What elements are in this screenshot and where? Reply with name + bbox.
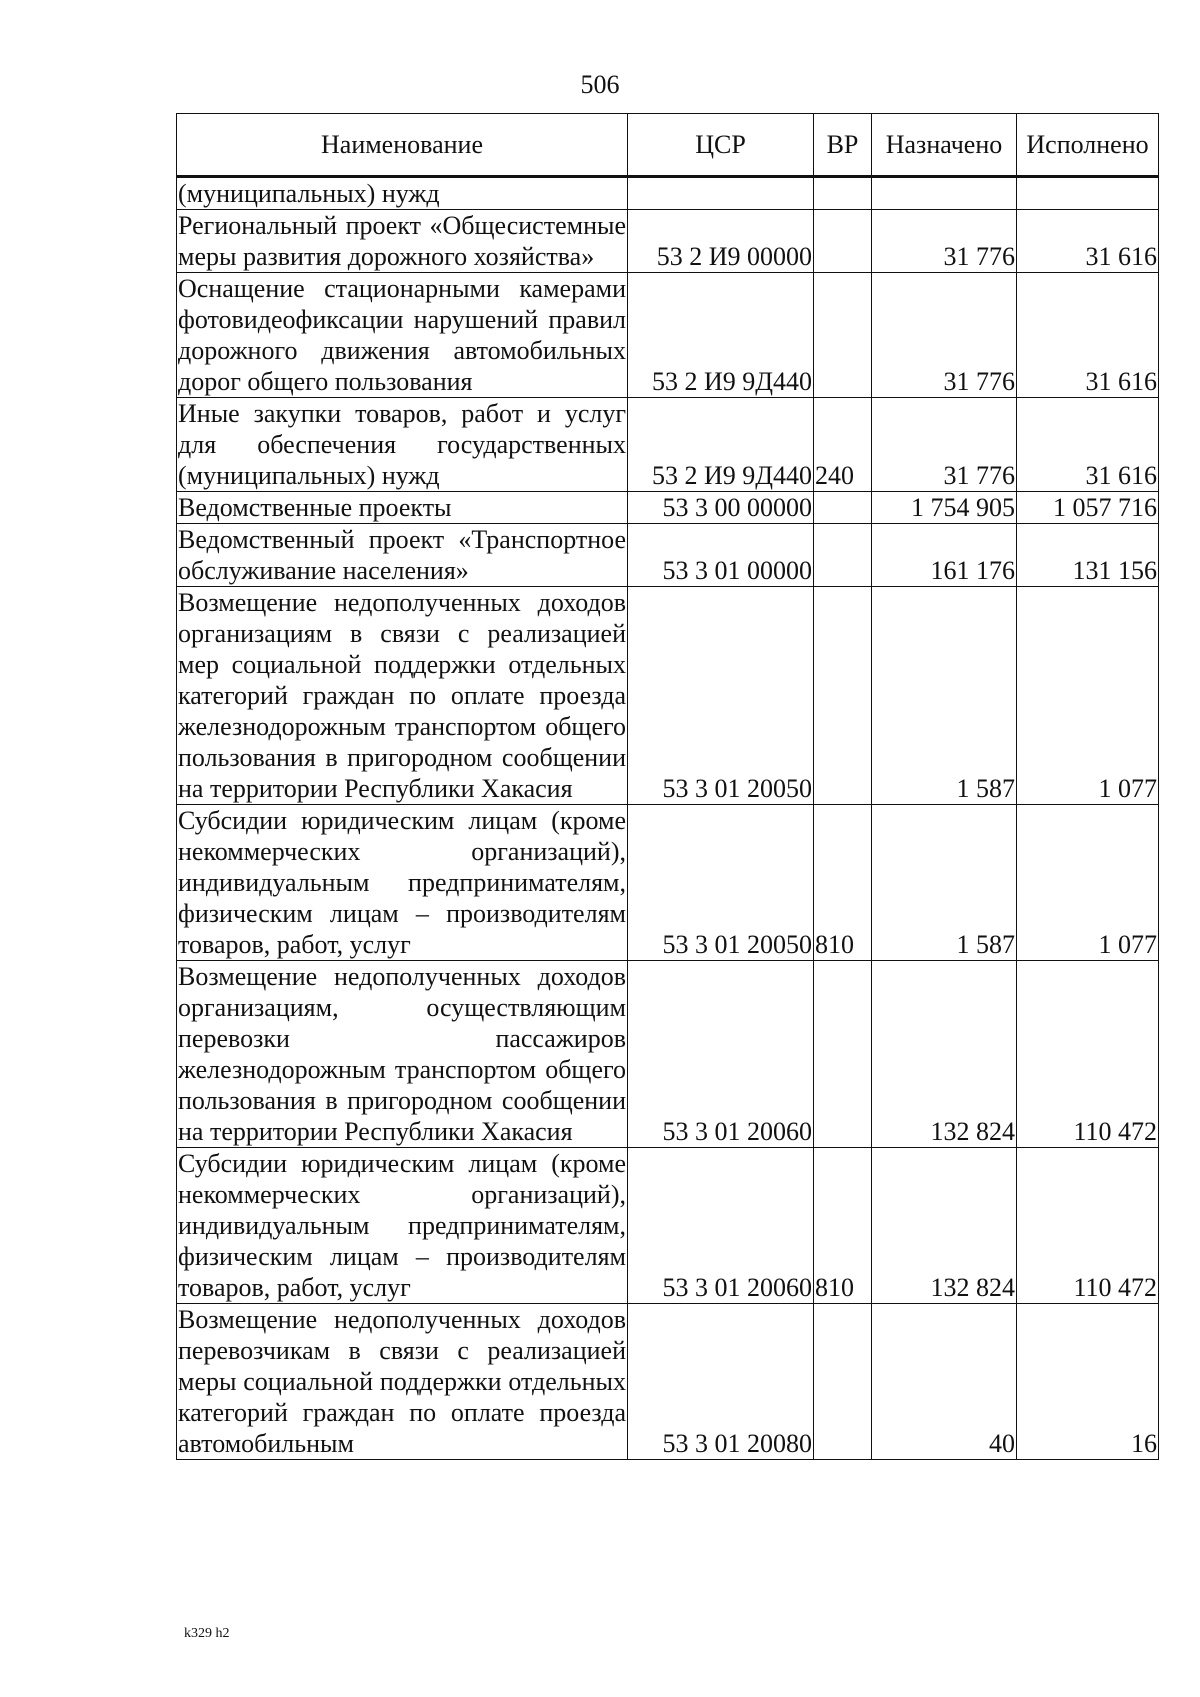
row-planned: 132 824 (872, 961, 1017, 1148)
row-csr: 53 2 И9 9Д440 (628, 273, 814, 398)
row-name: Ведомственный проект «Транспортное обслуживание населения» (178, 525, 626, 585)
row-executed: 31 616 (1017, 210, 1159, 273)
row-name: Возмещение недополученных доходов перевозчикам в связи с реализацией меры социальной поддержки отдельных категорий граждан по оплате проезда автомобильным (178, 1305, 626, 1458)
row-executed: 131 156 (1017, 524, 1159, 587)
row-csr: 53 3 01 20080 (628, 1304, 814, 1460)
table-row (177, 210, 1159, 273)
table-row (177, 398, 1159, 492)
row-csr: 53 3 00 00000 (628, 492, 814, 524)
page-number: 506 (580, 70, 620, 99)
row-vr: 810 (814, 805, 872, 961)
row-planned: 1 587 (872, 805, 1017, 961)
row-planned: 31 776 (872, 210, 1017, 273)
table-row (177, 805, 1159, 961)
row-csr: 53 3 01 20060 (628, 1148, 814, 1304)
header-row (177, 114, 1159, 177)
row-name: Ведомственные проекты (177, 492, 628, 524)
row-executed: 1 077 (1017, 587, 1159, 805)
budget-execution-table (176, 113, 1159, 1460)
row-executed: 1 057 716 (1017, 492, 1159, 524)
row-vr (814, 492, 872, 524)
row-executed: 31 616 (1017, 398, 1159, 492)
row-csr (628, 177, 814, 210)
footer-document-code: k329 h2 (184, 1626, 230, 1641)
row-name: Иные закупки товаров, работ и услуг для обеспечения государственных (муниципальных) нужд (178, 399, 626, 490)
table-row (177, 524, 1159, 587)
header-csr: ЦСР (628, 114, 814, 177)
row-vr (814, 587, 872, 805)
header-executed: Исполнено (1017, 114, 1159, 177)
row-vr (814, 1304, 872, 1460)
row-vr (814, 177, 872, 210)
row-csr: 53 3 01 20060 (628, 961, 814, 1148)
table-row (177, 587, 1159, 805)
row-executed: 110 472 (1017, 961, 1159, 1148)
row-planned: 1 754 905 (872, 492, 1017, 524)
table-row (177, 492, 1159, 524)
row-executed: 110 472 (1017, 1148, 1159, 1304)
row-name: Возмещение недополученных доходов организациям, осуществляющим перевозки пассажиров железнодорожным транспортом общего пользования в пригородном сообщении на территории Республики Хакасия (178, 962, 626, 1146)
header-name: Наименование (177, 114, 628, 177)
row-csr: 53 3 01 20050 (628, 805, 814, 961)
table-body (177, 177, 1159, 1460)
row-executed: 1 077 (1017, 805, 1159, 961)
row-planned: 31 776 (872, 273, 1017, 398)
row-planned: 40 (872, 1304, 1017, 1460)
row-executed: 16 (1017, 1304, 1159, 1460)
row-vr (814, 524, 872, 587)
row-vr (814, 273, 872, 398)
row-name: Возмещение недополученных доходов организациям в связи с реализацией мер социальной поддержки отдельных категорий граждан по оплате проезда железнодорожным транспортом общего пользования в пригородном сообщении на территории Республики Хакасия (178, 588, 626, 803)
row-vr: 810 (814, 1148, 872, 1304)
table-row (177, 273, 1159, 398)
row-name: Региональный проект «Общесистемные меры развития дорожного хозяйства» (178, 211, 626, 271)
table-row (177, 961, 1159, 1148)
row-planned: 1 587 (872, 587, 1017, 805)
header-vr: ВР (814, 114, 872, 177)
row-vr (814, 210, 872, 273)
row-name: Оснащение стационарными камерами фотовидеофиксации нарушений правил дорожного движения автомобильных дорог общего пользования (178, 274, 626, 396)
row-executed: 31 616 (1017, 273, 1159, 398)
table-row (177, 1148, 1159, 1304)
table-row (177, 177, 1159, 210)
row-vr (814, 961, 872, 1148)
row-csr: 53 2 И9 00000 (628, 210, 814, 273)
row-vr: 240 (814, 398, 872, 492)
row-csr: 53 3 01 20050 (628, 587, 814, 805)
table-header (177, 114, 1159, 177)
row-planned (872, 177, 1017, 210)
table-row (177, 1304, 1159, 1460)
row-name: Субсидии юридическим лицам (кроме некоммерческих организаций), индивидуальным предпринимателям, физическим лицам – производителям товаров, работ, услуг (178, 806, 626, 959)
row-executed (1017, 177, 1159, 210)
row-name: (муниципальных) нужд (177, 177, 628, 210)
row-planned: 132 824 (872, 1148, 1017, 1304)
row-planned: 161 176 (872, 524, 1017, 587)
row-csr: 53 2 И9 9Д440 (628, 398, 814, 492)
header-planned: Назначено (872, 114, 1017, 177)
row-csr: 53 3 01 00000 (628, 524, 814, 587)
row-planned: 31 776 (872, 398, 1017, 492)
row-name: Субсидии юридическим лицам (кроме некоммерческих организаций), индивидуальным предпринимателям, физическим лицам – производителям товаров, работ, услуг (178, 1149, 626, 1302)
